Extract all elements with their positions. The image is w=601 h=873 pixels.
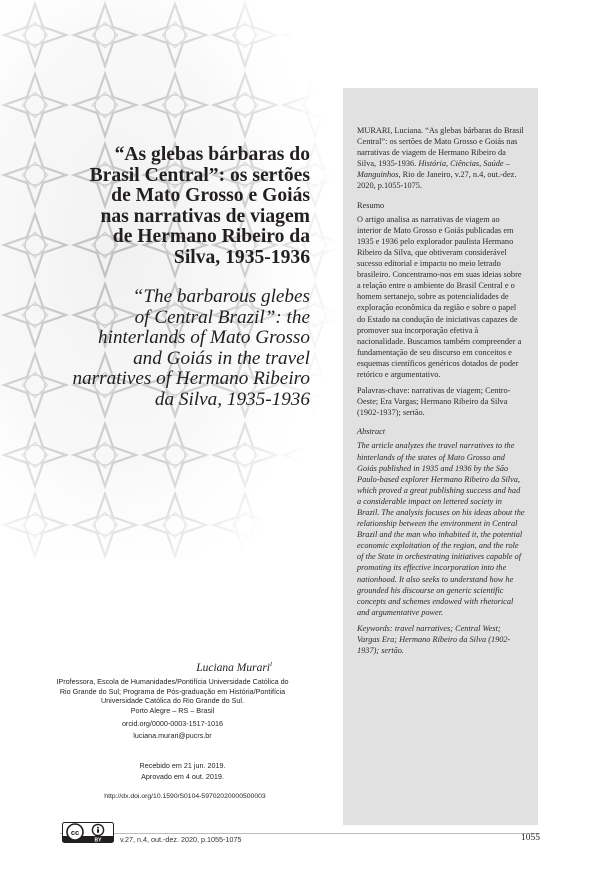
sidebar-content — [357, 125, 525, 656]
title-pt-line: Silva, 1935-1936 — [173, 246, 310, 268]
page-number: 1055 — [521, 833, 540, 843]
title-english — [45, 287, 310, 411]
title-pt-line: “As glebas bárbaras do — [114, 144, 310, 165]
dates-block — [60, 760, 305, 782]
approved-date: Aprovado em 4 out. 2019. — [141, 772, 224, 781]
title-pt-line: de Mato Grosso e Goiás — [111, 185, 310, 207]
affiliation-line: Universidade Católica do Rio Grande do Sul. — [100, 696, 245, 706]
citation-journal: História, Ciências, Saúde – Manguinhos, — [357, 159, 510, 180]
title-portuguese — [60, 145, 310, 269]
cc-by-label: BY — [94, 837, 102, 843]
author-name-line — [50, 658, 295, 675]
citation-details: Rio de Janeiro, v.27, n.4, out.-dez. 2020, p.1055-1075. — [357, 170, 517, 191]
affiliation-line: Rio Grande do Sul; Programa de Pós-graduação em História/Pontifícia — [59, 686, 286, 696]
footer-divider — [60, 833, 540, 834]
author-name: Luciana Murari — [196, 661, 270, 674]
footer-reference: v.27, n.4, out.-dez. 2020, p.1055-1075 — [120, 835, 242, 844]
title-en-line: of Central Brazil”: the — [134, 306, 310, 328]
title-en-line: narratives of Hermano Ribeiro — [72, 368, 310, 390]
title-en-line: “The barbarous glebes — [132, 286, 310, 307]
abstract-heading: Abstract — [357, 427, 386, 437]
abstract-keywords: Keywords: travel narratives; Central West; Vargas Era; Hermano Ribeiro da Silva (1902-1937); sertão. — [357, 623, 511, 656]
cc-by-license-icon[interactable] — [62, 822, 114, 843]
citation-authors: MURARI, Luciana. “As glebas bárbaras do Brasil Central”: os sertões de Mato Grosso e Goiás nas narrativas de viagem de Hermano Ribeiro da Silva, 1935-1936. — [357, 126, 524, 169]
resumo-keywords: Palavras-chave: narrativas de viagem; Centro-Oeste; Era Vargas; Hermano Ribeiro da Silva (1902-1937); sertão. — [357, 386, 511, 418]
title-en-line: hinterlands of Mato Grosso — [98, 327, 310, 349]
resumo-heading: Resumo — [357, 200, 385, 210]
title-en-line: and Goiás in the travel — [133, 347, 310, 369]
title-en-line: da Silva, 1935-1936 — [154, 388, 310, 410]
received-date: Recebido em 21 jun. 2019. — [139, 761, 226, 770]
title-pt-line: nas narrativas de viagem — [100, 205, 310, 227]
title-pt-line: Brasil Central”: os sertões — [89, 164, 310, 186]
email-link[interactable]: luciana.murari@pucrs.br — [133, 731, 212, 741]
abstract-text: The article analyzes the travel narratives to the hinterlands of the states of Mato Grosso and Goiás published in 1935 and 1936 by the São Paulo-based explorer Hermano Ribeiro da Silva, which proved a great publishing success and had a considerable impact on lettered society in Brazil. The analysis focuses on his ideas about the relationship between the environment in Central Brazil and the man who inhabited it, the potential economic exploitation of the region, and the role of the State in orchestrating initiatives capable of promoting its effective incorporation into the nationhood. It also seeks to understand how he grounded his discourse on generic scientific concepts and schemes endowed with rhetorical and argumentative power. — [357, 441, 525, 617]
background-pattern — [0, 0, 340, 560]
doi-link[interactable]: http://dx.doi.org/10.1590/S0104-59702020000500003 — [104, 793, 266, 800]
author-block — [50, 658, 295, 741]
orcid-link[interactable]: orcid.org/0000-0003-1517-1016 — [121, 718, 224, 728]
author-sup: I — [270, 662, 272, 668]
resumo-text: O artigo analisa as narrativas de viagem ao interior de Mato Grosso e Goiás publicadas em 1935 e 1936 pelo explorador paulista Hermano Ribeiro da Silva, que obtiveram considerável sucesso editorial e impacto no meio letrado brasileiro. Concentramo-nos em suas ideias sobre a relação entre o ambiente do Brasil Central e o homem sertanejo, sobre as potencialidades de exploração econômica da região e sobre o papel do Estado na condução de iniciativas capazes de promover sua incorporação efetiva à nacionalidade. Buscamos também compreender a fundamentação de seu discurso em conceitos e esquemas científicos genéricos dotados de poder retórico e argumentativo. — [357, 214, 522, 379]
svg-text:cc: cc — [70, 827, 80, 837]
citation — [357, 125, 525, 192]
affiliation-line: Porto Alegre – RS – Brasil — [130, 705, 215, 715]
affiliation-line: IProfessora, Escola de Humanidades/Pontifícia Universidade Católica do — [56, 676, 289, 686]
title-pt-line: de Hermano Ribeiro da — [112, 226, 310, 248]
